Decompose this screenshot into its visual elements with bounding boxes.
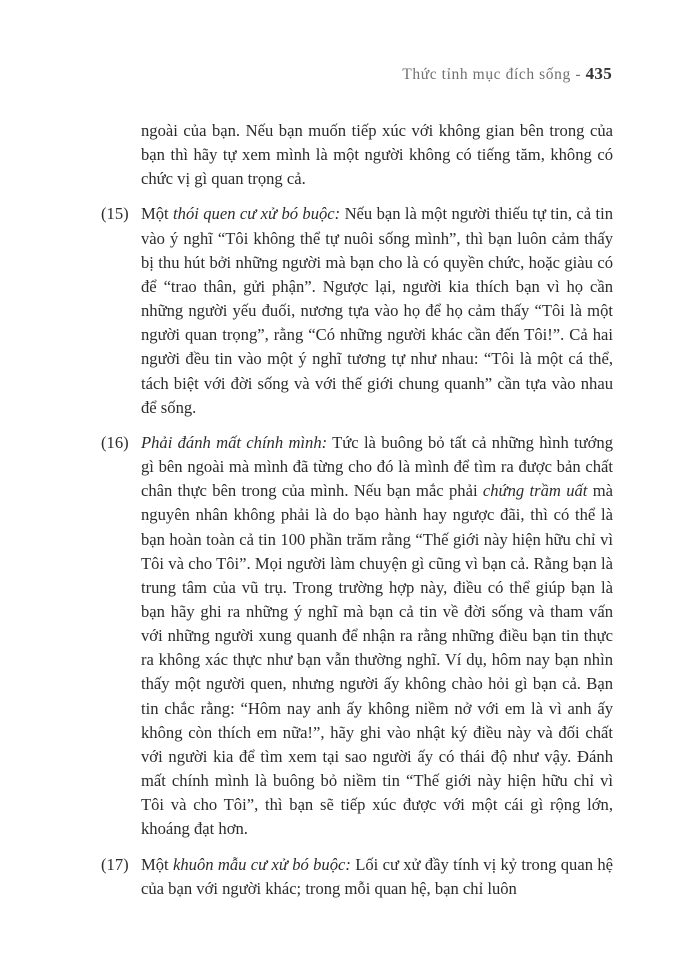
header-separator: - <box>570 66 586 83</box>
item-text <box>141 853 613 901</box>
list-item-15 <box>101 202 613 419</box>
item-italic-term: khuôn mẫu cư xử bó buộc: <box>172 854 351 874</box>
item-lead: Một <box>141 854 173 874</box>
item-label: (16) <box>101 432 129 452</box>
item-label: (17) <box>101 854 129 874</box>
item-body: Lối cư xử đầy tính vị kỷ trong quan hệ của bạn với người khác; trong mỗi quan hệ, bạn chỉ luôn <box>141 854 613 898</box>
running-header <box>402 64 612 84</box>
continuation-paragraph <box>101 119 613 191</box>
item-text <box>141 431 613 842</box>
item-lead: Một <box>141 204 174 224</box>
item-italic-term: Phải đánh mất chính mình: <box>141 432 328 452</box>
page-body <box>101 119 613 901</box>
continuation-text: ngoài của bạn. Nếu bạn muốn tiếp xúc với không gian bên trong của bạn thì hãy tự xem mình là một người không có tiếng tăm, không có chức vị gì quan trọng cả. <box>141 121 613 189</box>
item-label: (15) <box>101 204 129 224</box>
item-body: Nếu bạn là một người thiếu tự tin, cả tin vào ý nghĩ “Tôi không thể tự nuôi sống mình”, thì bạn luôn cảm thấy bị thu hút bởi những người mà bạn cho là có quyền chức, hoặc giàu có để “trao thân, gửi phận”. Ngược lại, người kia thích bạn vì họ cần những người yếu đuối, nương tựa vào họ để họ cảm thấy “Tôi là một người quan trọng”, rằng “Có những người khác cần đến Tôi!”. Cả hai người đều tin vào một ý nghĩ tương tự như nhau: “Tôi là một cá thể, tách biệt với đời sống và với thế giới chung quanh” cần tựa vào nhau để sống. <box>141 204 613 417</box>
item-body: mà nguyên nhân không phải là do bạo hành hay ngược đãi, thì có thể là bạn hoàn toàn cả tin 100 phần trăm rằng “Thế giới này hiện hữu chỉ vì Tôi và cho Tôi”. Mọi người làm chuyện gì cũng vì bạn cả. Rằng bạn là trung tâm của vũ trụ. Trong trường hợp này, điều có thể giúp bạn là bạn hãy ghi ra những ý nghĩ mà bạn cả tin về đời sống và tham vấn với những người xung quanh để nhận ra rằng những điều bạn tin thực ra không xác thực như bạn vẫn thường nghĩ. Ví dụ, hôm nay bạn nhìn thấy một người quen, nhưng người ấy không chào hỏi gì bạn cả. Bạn tin chắc rằng: “Hôm nay anh ấy không niềm nở với em là vì anh ấy không còn thích em nữa!”, hãy ghi vào nhật ký điều này và đối chất với người kia để tìm xem tại sao người ấy có thái độ như vậy. Đánh mất chính mình là buông bỏ niềm tin “Thế giới này hiện hữu chỉ vì Tôi và cho Tôi”, thì bạn sẽ tiếp xúc được với một cái gì rộng lớn, khoáng đạt hơn. <box>141 481 614 839</box>
page-number: 435 <box>585 64 612 83</box>
item-italic-term-b: chứng trầm uất <box>482 481 588 501</box>
item-text <box>141 202 613 419</box>
item-body-a: Tức là buông bỏ tất cả những hình tướng gì bên ngoài mà mình đã từng cho đó là mình để tìm ra được bản chất chân thực bên trong của mình. Nếu bạn mắc phải <box>141 432 614 501</box>
item-italic-term: thói quen cư xử bó buộc: <box>173 204 341 224</box>
list-item-16 <box>101 431 613 842</box>
list-item-17 <box>101 853 613 901</box>
running-title: Thức tỉnh mục đích sống <box>402 66 571 83</box>
